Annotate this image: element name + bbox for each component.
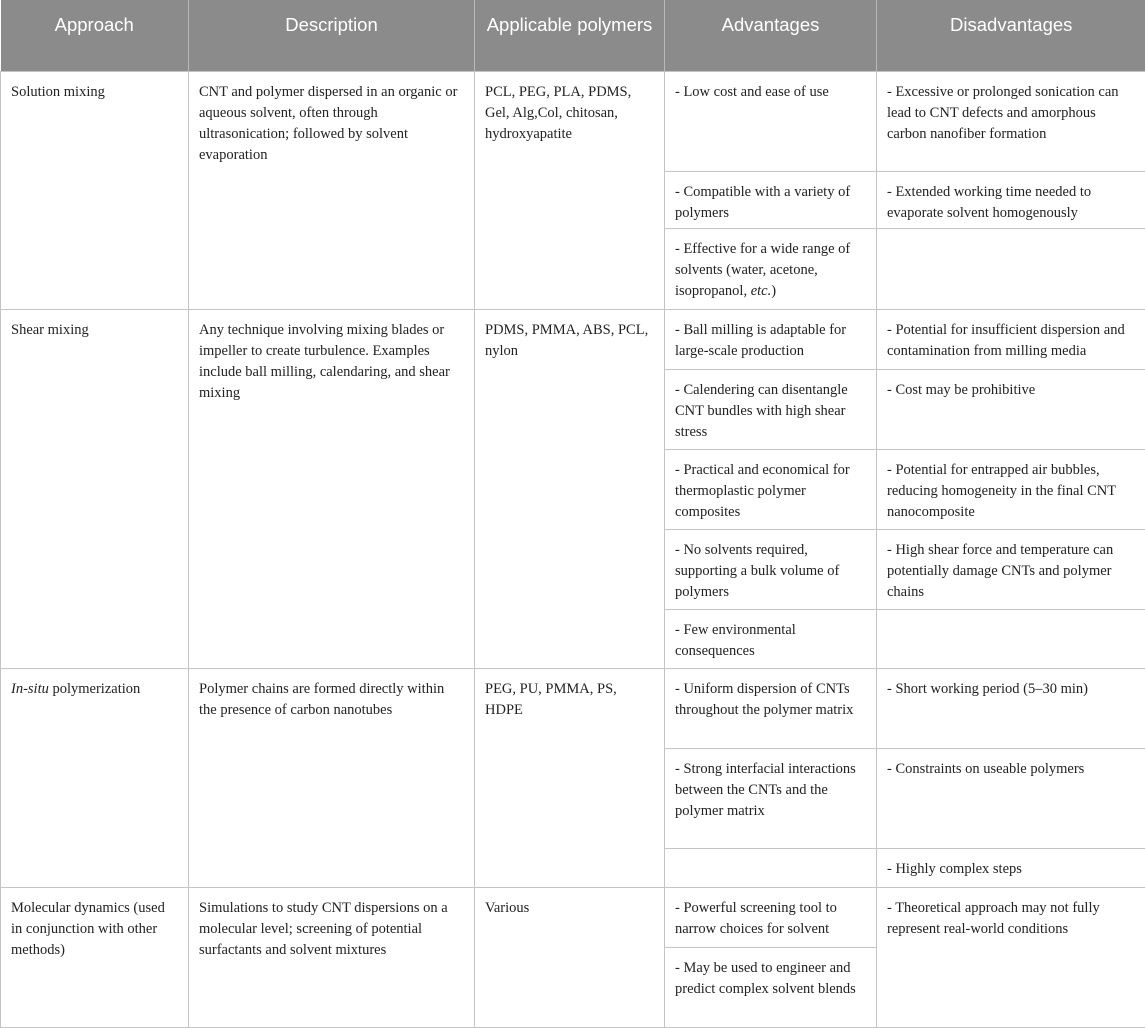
disadvantage-cell: - Short working period (5–30 min) [877,668,1145,748]
advantage-cell: - Compatible with a variety of polymers [665,171,877,228]
disadvantage-cell: - Excessive or prolonged sonication can lead to CNT defects and amorphous carbon nanofiber formation [877,71,1145,171]
header-applicable-polymers: Applicable polymers [475,0,665,71]
advantage-cell: - Practical and economical for thermoplastic polymer composites [665,449,877,529]
header-disadvantages: Disadvantages [877,0,1145,71]
table-header [1,0,1145,71]
disadvantage-cell: - Potential for insufficient dispersion and contamination from milling media [877,309,1145,369]
approach-text: polymerization [49,681,140,697]
approach-cell: Shear mixing [1,309,189,668]
advantage-cell: - Powerful screening tool to narrow choices for solvent [665,887,877,947]
approach-cell [1,668,189,887]
header-description: Description [189,0,475,71]
description-cell: Simulations to study CNT dispersions on a molecular level; screening of potential surfactants and solvent mixtures [189,887,475,1027]
advantage-etc-text: etc. [751,283,772,299]
disadvantage-cell: - Constraints on useable polymers [877,748,1145,848]
table-body [1,71,1145,1027]
polymers-cell: PEG, PU, PMMA, PS, HDPE [475,668,665,887]
disadvantage-cell [877,609,1145,668]
header-advantages: Advantages [665,0,877,71]
advantage-cell: - May be used to engineer and predict complex solvent blends [665,947,877,1027]
disadvantage-cell: - Extended working time needed to evaporate solvent homogenously [877,171,1145,228]
disadvantage-cell: - High shear force and temperature can potentially damage CNTs and polymer chains [877,529,1145,609]
description-cell: CNT and polymer dispersed in an organic or aqueous solvent, often through ultrasonication; followed by solvent evaporation [189,71,475,309]
disadvantage-cell: - Highly complex steps [877,848,1145,887]
header-approach: Approach [1,0,189,71]
approach-cell: Solution mixing [1,71,189,309]
description-cell: Any technique involving mixing blades or impeller to create turbulence. Examples include ball milling, calendaring, and shear mixing [189,309,475,668]
advantage-close-paren: ) [771,283,776,299]
disadvantage-cell: - Cost may be prohibitive [877,369,1145,449]
advantage-cell: - Ball milling is adaptable for large-scale production [665,309,877,369]
disadvantage-cell: - Theoretical approach may not fully represent real-world conditions [877,887,1145,1027]
polymers-cell: Various [475,887,665,1027]
advantage-cell: - Uniform dispersion of CNTs throughout the polymer matrix [665,668,877,748]
disadvantage-cell [877,228,1145,309]
advantage-cell [665,848,877,887]
description-cell: Polymer chains are formed directly within the presence of carbon nanotubes [189,668,475,887]
advantage-cell: - Calendering can disentangle CNT bundles with high shear stress [665,369,877,449]
disadvantage-cell: - Potential for entrapped air bubbles, reducing homogeneity in the final CNT nanocomposite [877,449,1145,529]
advantage-cell: - Strong interfacial interactions between the CNTs and the polymer matrix [665,748,877,848]
approach-cell: Molecular dynamics (used in conjunction with other methods) [1,887,189,1027]
table-row [1,309,1145,369]
advantage-cell: - Few environmental consequences [665,609,877,668]
advantage-cell: - Low cost and ease of use [665,71,877,171]
advantage-text: - Effective for a wide range of solvents (water, acetone, isopropanol, [675,241,850,299]
approach-italic-text: In-situ [11,681,49,697]
table-row [1,668,1145,748]
polymers-cell: PDMS, PMMA, ABS, PCL, nylon [475,309,665,668]
polymers-cell: PCL, PEG, PLA, PDMS, Gel, Alg,Col, chitosan, hydroxyapatite [475,71,665,309]
table-row [1,71,1145,171]
advantage-cell [665,228,877,309]
advantage-cell: - No solvents required, supporting a bulk volume of polymers [665,529,877,609]
header-row [1,0,1145,71]
table-row [1,887,1145,947]
